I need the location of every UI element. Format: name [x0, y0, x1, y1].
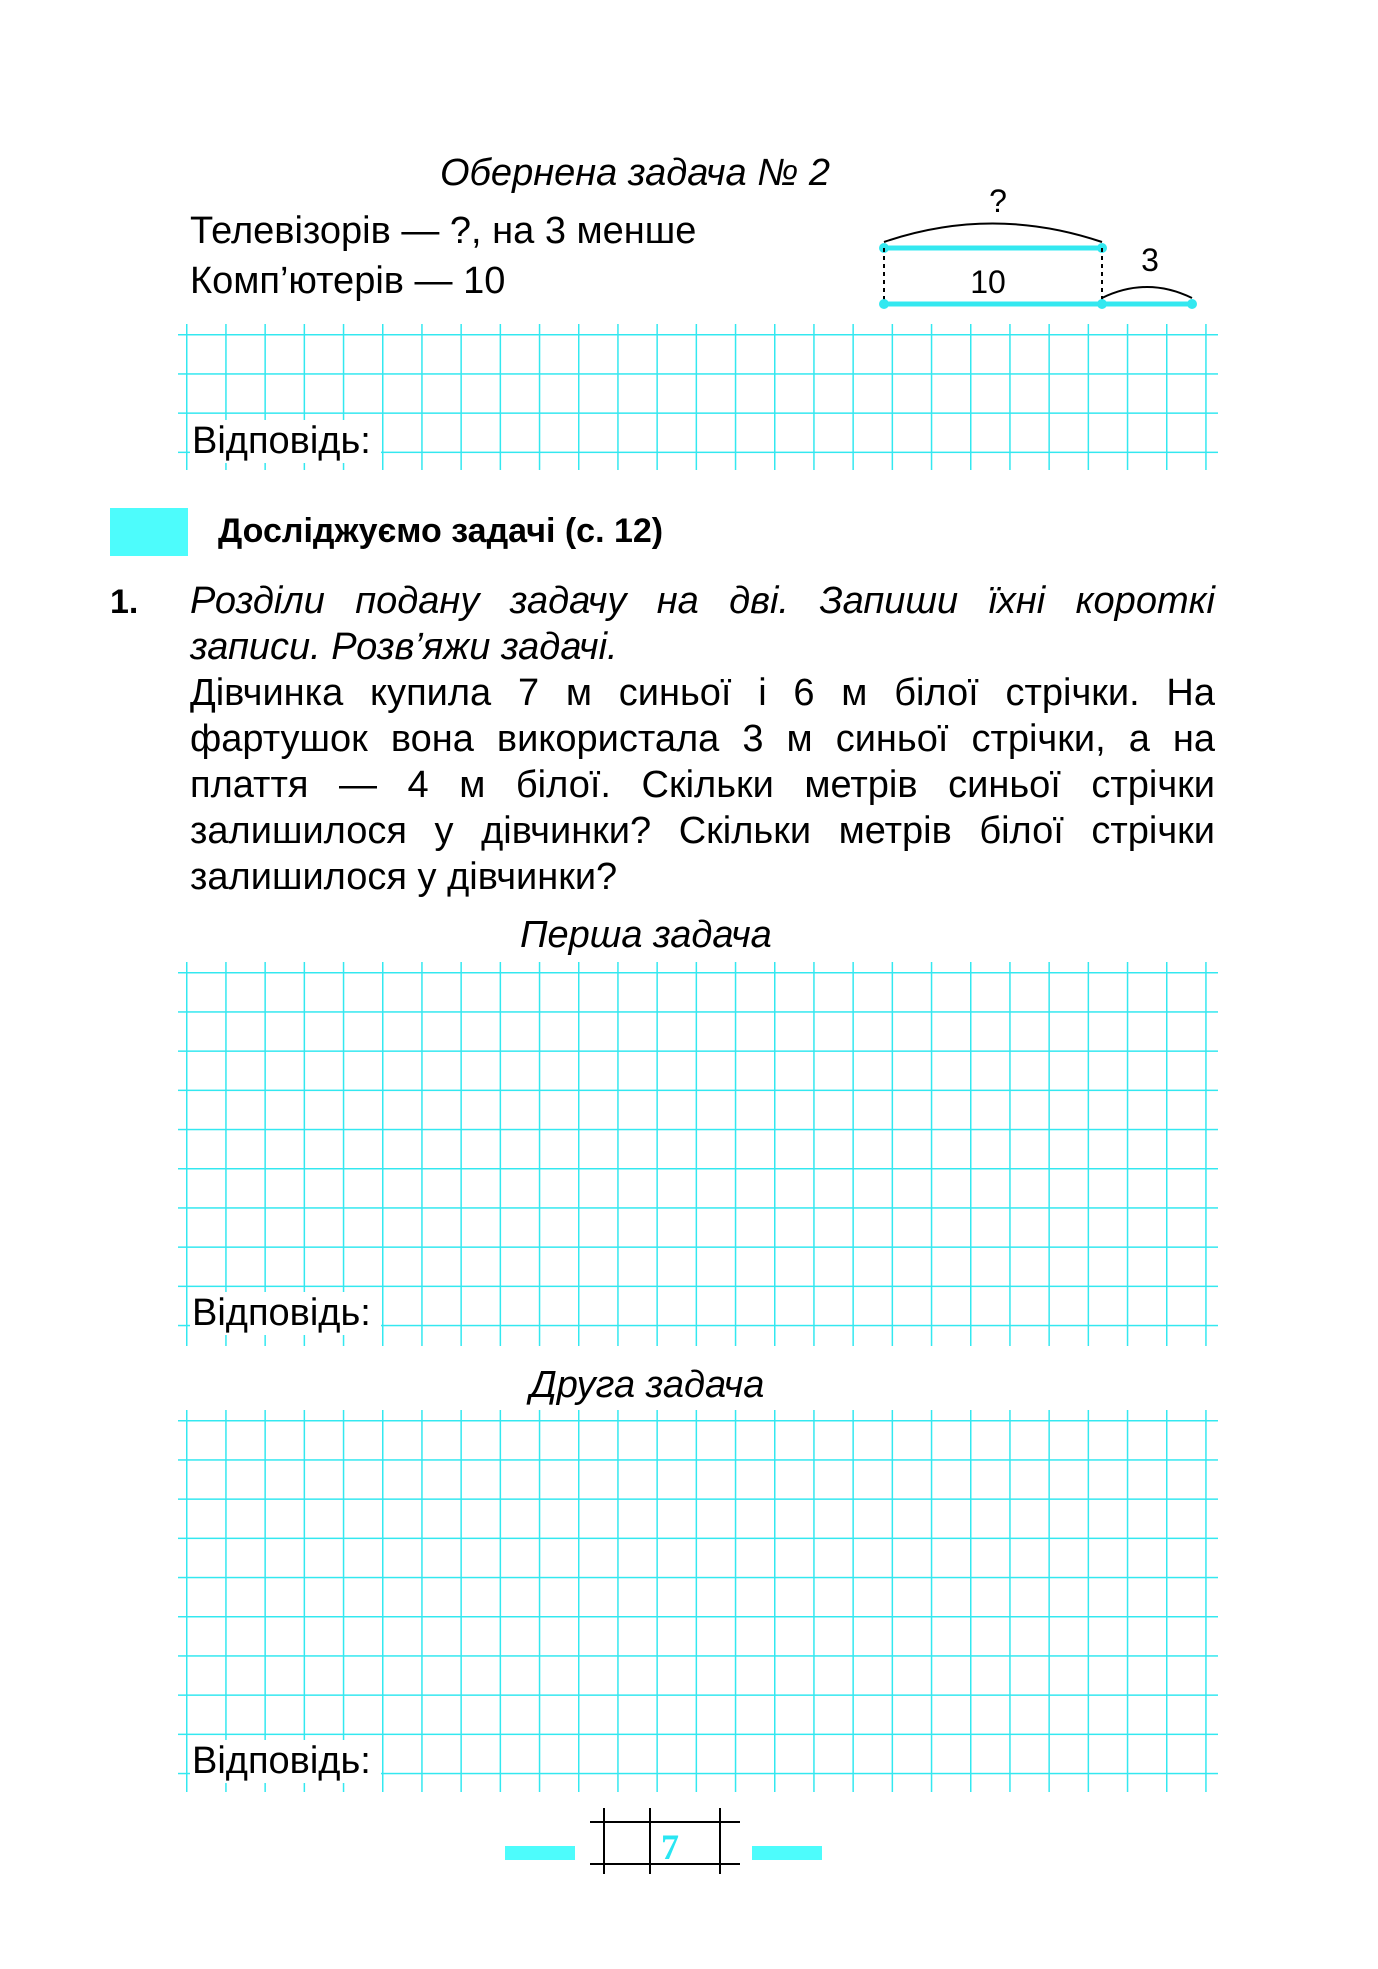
answer-label-second: Відповідь: [190, 1740, 381, 1783]
bottom-segment-mid-dot [1097, 299, 1107, 309]
task-text: Дівчинка купила 7 м синьої і 6 м білої стрічки. На фартушок вона використала 3 м синьої стрічки, а на плаття — 4 м білої. Скільки метрів синьої стрічки залишилося у дівчинки? Скільки метрів білої стрічки залишилося у дівчинки? [190, 672, 1215, 898]
first-task-title: Перша задача [520, 914, 772, 956]
footer-bar-left [505, 1846, 575, 1860]
section-marker [110, 508, 188, 556]
inverse-task-line-tv: Телевізорів — ?, на 3 менше [190, 210, 697, 252]
answer-label-first: Відповідь: [190, 1292, 381, 1335]
bottom-segment-start-dot [879, 299, 889, 309]
grid-lines [178, 1410, 1218, 1792]
inverse-task-title: Обернена задача № 2 [440, 152, 831, 194]
footer-bar-right [752, 1846, 822, 1860]
answer-label-inverse: Відповідь: [190, 420, 381, 463]
second-task-title: Друга задача [530, 1364, 765, 1406]
question-brace [884, 224, 1102, 243]
page-number: 7 [661, 1827, 679, 1867]
answer-grid-first-task[interactable] [178, 962, 1218, 1346]
grid-lines [178, 962, 1218, 1346]
section-title: Досліджуємо задачі (с. 12) [218, 512, 664, 550]
answer-grid-second-task[interactable] [178, 1410, 1218, 1792]
extra-brace [1102, 287, 1192, 298]
task-number: 1. [110, 583, 139, 621]
bottom-segment-end-dot [1187, 299, 1197, 309]
segment-diagram [870, 180, 1210, 320]
inverse-task-line-computers: Комп’ютерів — 10 [190, 260, 506, 302]
question-label: ? [989, 183, 1007, 219]
answer-grid-inverse-task[interactable] [178, 324, 1218, 470]
task-instruction: Розділи подану задачу на дві. Запиши їхні короткі записи. Розв’яжи задачі. [190, 580, 1215, 668]
extra-label-3: 3 [1141, 242, 1159, 278]
segment-label-10: 10 [970, 264, 1006, 300]
